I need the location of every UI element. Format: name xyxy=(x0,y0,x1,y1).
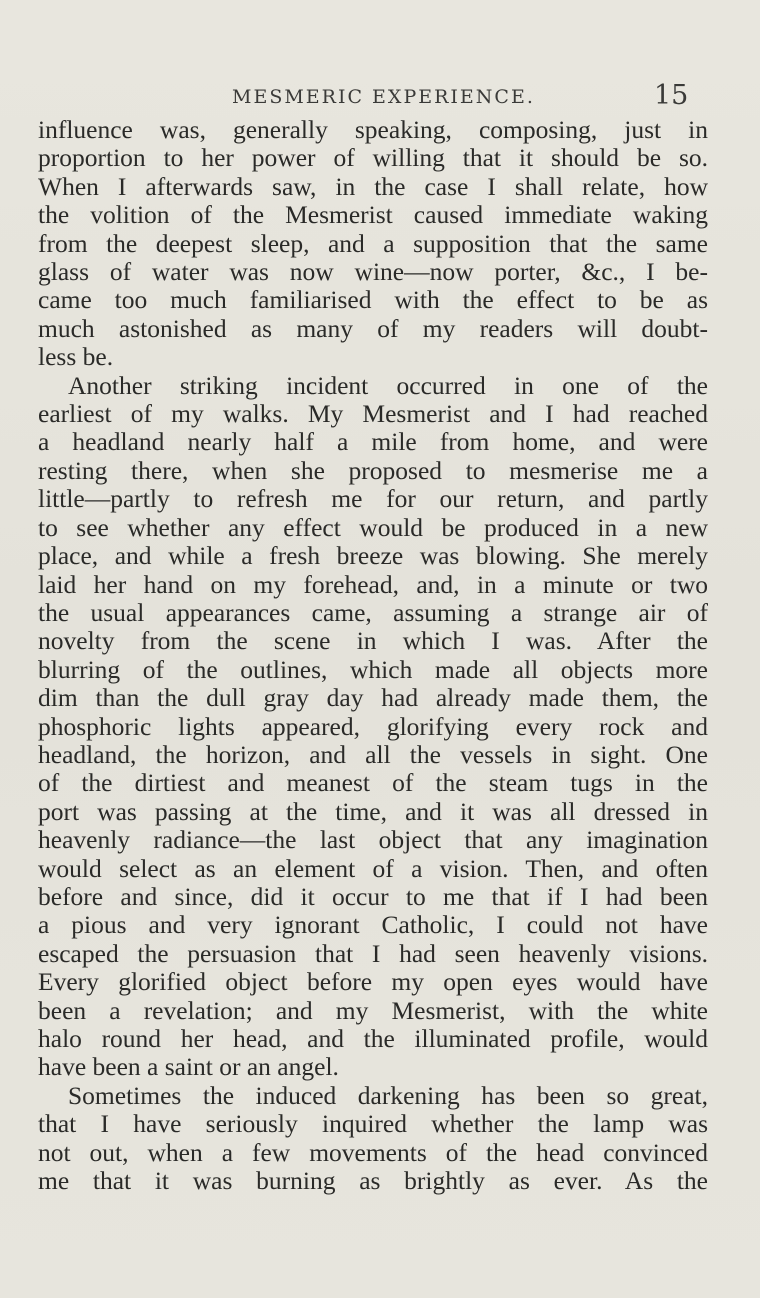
text-line: novelty from the scene in which I was. After the xyxy=(38,626,708,656)
text-line: been a revelation; and my Mesmerist, with the white xyxy=(38,995,708,1025)
text-line: much astonished as many of my readers will doubt- xyxy=(38,313,708,343)
text-line: headland, the horizon, and all the vessels in sight. One xyxy=(38,739,708,769)
text-line: resting there, when she proposed to mesmerise me a xyxy=(38,455,708,485)
text-line: earliest of my walks. My Mesmerist and I had reached xyxy=(38,399,708,429)
text-line: to see whether any effect would be produced in a new xyxy=(38,512,708,542)
running-title: MESMERIC EXPERIENCE. xyxy=(232,86,535,108)
text-line: that I have seriously inquired whether the lamp was xyxy=(38,1109,708,1139)
text-line: came too much familiarised with the effect to be as xyxy=(38,285,708,315)
text-line: dim than the dull gray day had already made them, the xyxy=(38,683,708,713)
text-line: from the deepest sleep, and a supposition that the same xyxy=(38,228,708,258)
text-line: place, and while a fresh breeze was blowing. She merely xyxy=(38,541,708,571)
text-line: Every glorified object before my open eyes would have xyxy=(38,967,708,997)
text-line: influence was, generally speaking, composing, just in xyxy=(38,115,708,144)
text-line: heavenly radiance—the last object that any imagination xyxy=(38,825,708,855)
text-line: me that it was burning as brightly as ever. As the xyxy=(38,1166,708,1196)
paragraph-start-line: Sometimes the induced darkening has been so great, xyxy=(68,1080,708,1110)
page-number: 15 xyxy=(654,80,689,111)
text-line: proportion to her power of willing that it should be so. xyxy=(38,143,708,173)
text-line: would select as an element of a vision. Then, and often xyxy=(38,853,708,883)
text-line: laid her hand on my forehead, and, in a minute or two xyxy=(38,569,708,599)
text-line: not out, when a few movements of the head convinced xyxy=(38,1137,708,1167)
text-line: the volition of the Mesmerist caused immediate waking xyxy=(38,200,708,230)
paragraph-start-line: Another striking incident occurred in one of the xyxy=(68,370,708,400)
text-line: little—partly to refresh me for our return, and partly xyxy=(38,484,708,514)
text-line: blurring of the outlines, which made all objects more xyxy=(38,654,708,684)
text-line: glass of water was now wine—now porter, &c., I be- xyxy=(38,257,708,287)
text-line: a pious and very ignorant Catholic, I could not have xyxy=(38,910,708,940)
text-line: phosphoric lights appeared, glorifying every rock and xyxy=(38,711,708,741)
page-header xyxy=(0,80,760,120)
text-line: When I afterwards saw, in the case I shall relate, how xyxy=(38,171,708,201)
text-line: port was passing at the time, and it was all dressed in xyxy=(38,796,708,826)
body-text xyxy=(38,116,708,1195)
text-line: halo round her head, and the illuminated profile, would xyxy=(38,1024,708,1053)
text-line: a headland nearly half a mile from home, and were xyxy=(38,427,708,457)
text-line: escaped the persuasion that I had seen heavenly visions. xyxy=(38,938,708,968)
text-line: the usual appearances came, assuming a strange air of xyxy=(38,597,708,627)
text-line: before and since, did it occur to me that if I had been xyxy=(38,881,708,911)
text-line: of the dirtiest and meanest of the steam tugs in the xyxy=(38,768,708,798)
text-line: have been a saint or an angel. xyxy=(38,1052,339,1082)
text-line: less be. xyxy=(38,342,114,372)
